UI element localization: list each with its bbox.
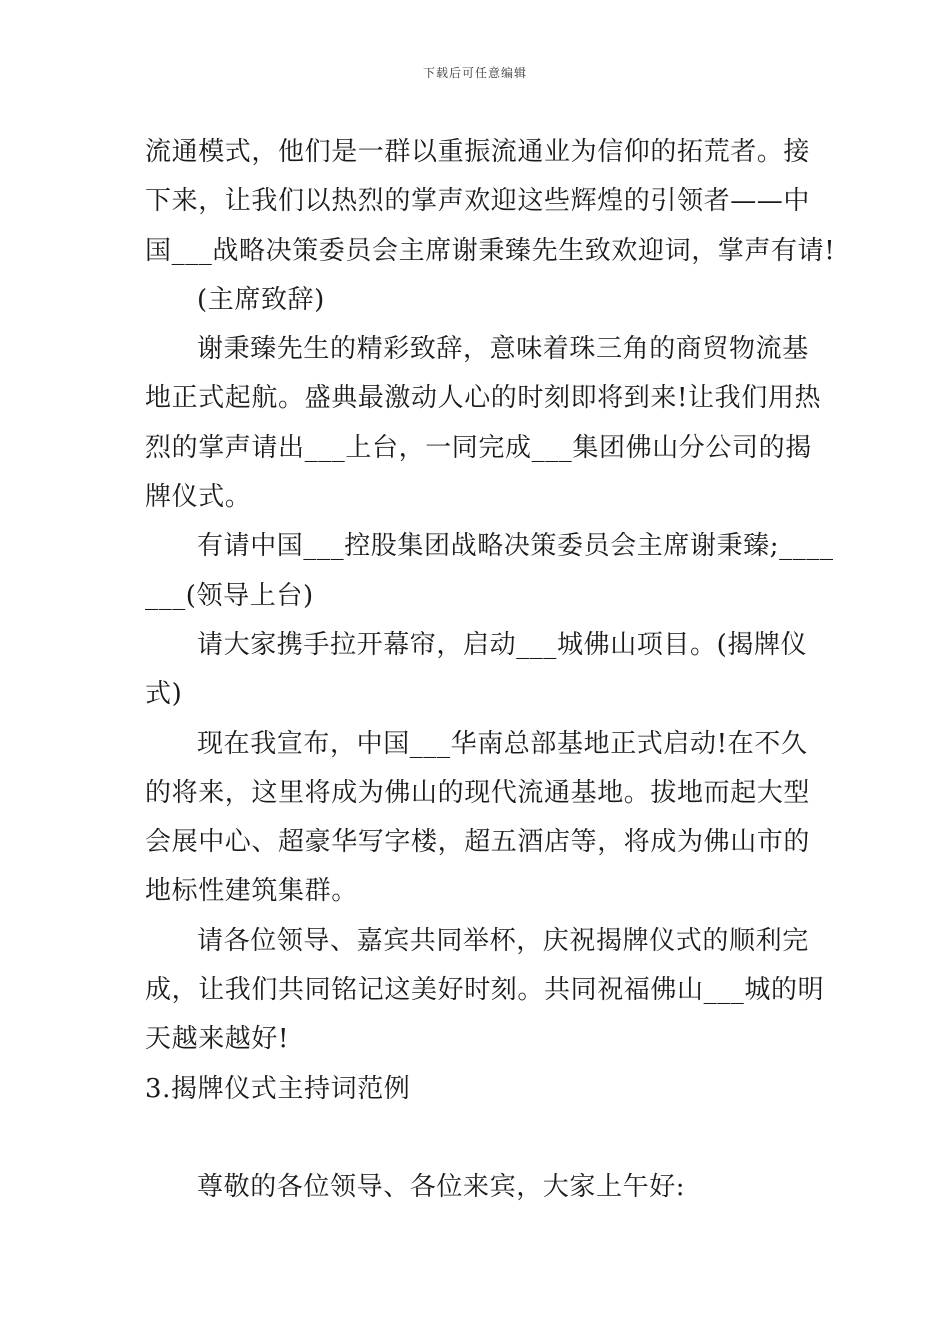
section-title: 3.揭牌仪式主持词范例 (145, 1073, 411, 1104)
paragraph-line: 成，让我们共同铭记这美好时刻。共同祝福佛山___城的明 (145, 975, 825, 1006)
paragraph-line: 下来，让我们以热烈的掌声欢迎这些辉煌的引领者——中 (145, 186, 811, 217)
paragraph-line: 请各位领导、嘉宾共同举杯，庆祝揭牌仪式的顺利完 (197, 925, 809, 956)
paragraph-line: 会展中心、超豪华写字楼，超五酒店等，将成为佛山市的 (145, 827, 811, 858)
paragraph-line: 烈的掌声请出___上台，一同完成___集团佛山分公司的揭 (145, 432, 812, 463)
paragraph-line: ___(领导上台) (145, 580, 314, 611)
paragraph-line: 流通模式，他们是一群以重振流通业为信仰的拓荒者。接 (145, 137, 811, 167)
paragraph-line: (主席致辞) (197, 284, 325, 315)
paragraph-line: 地正式起航。盛典最激动人心的时刻即将到来!让我们用热 (145, 383, 822, 414)
paragraph-line: 有请中国___控股集团战略决策委员会主席谢秉臻;____ (197, 531, 834, 562)
paragraph-line: 天越来越好! (145, 1024, 290, 1055)
blank-line (145, 1114, 810, 1163)
paragraph-line: 请大家携手拉开幕帘，启动___城佛山项目。(揭牌仪 (197, 629, 808, 660)
paragraph-line: 牌仪式。 (145, 482, 252, 513)
paragraph-line: 的将来，这里将成为佛山的现代流通基地。拔地而起大型 (145, 777, 811, 808)
paragraph-line: 式) (145, 679, 183, 710)
paragraph-line: 谢秉臻先生的精彩致辞，意味着珠三角的商贸物流基 (197, 334, 809, 365)
paragraph-line: 国___战略决策委员会主席谢秉臻先生致欢迎词，掌声有请! (145, 235, 836, 266)
greeting-line: 尊敬的各位领导、各位来宾，大家上午好: (197, 1172, 686, 1203)
paragraph-line: 现在我宣布，中国___华南总部基地正式启动!在不久 (197, 728, 808, 759)
page-header: 下载后可任意编辑 (422, 66, 527, 80)
document-body (145, 128, 836, 1213)
paragraph-line: 地标性建筑集群。 (145, 876, 358, 907)
